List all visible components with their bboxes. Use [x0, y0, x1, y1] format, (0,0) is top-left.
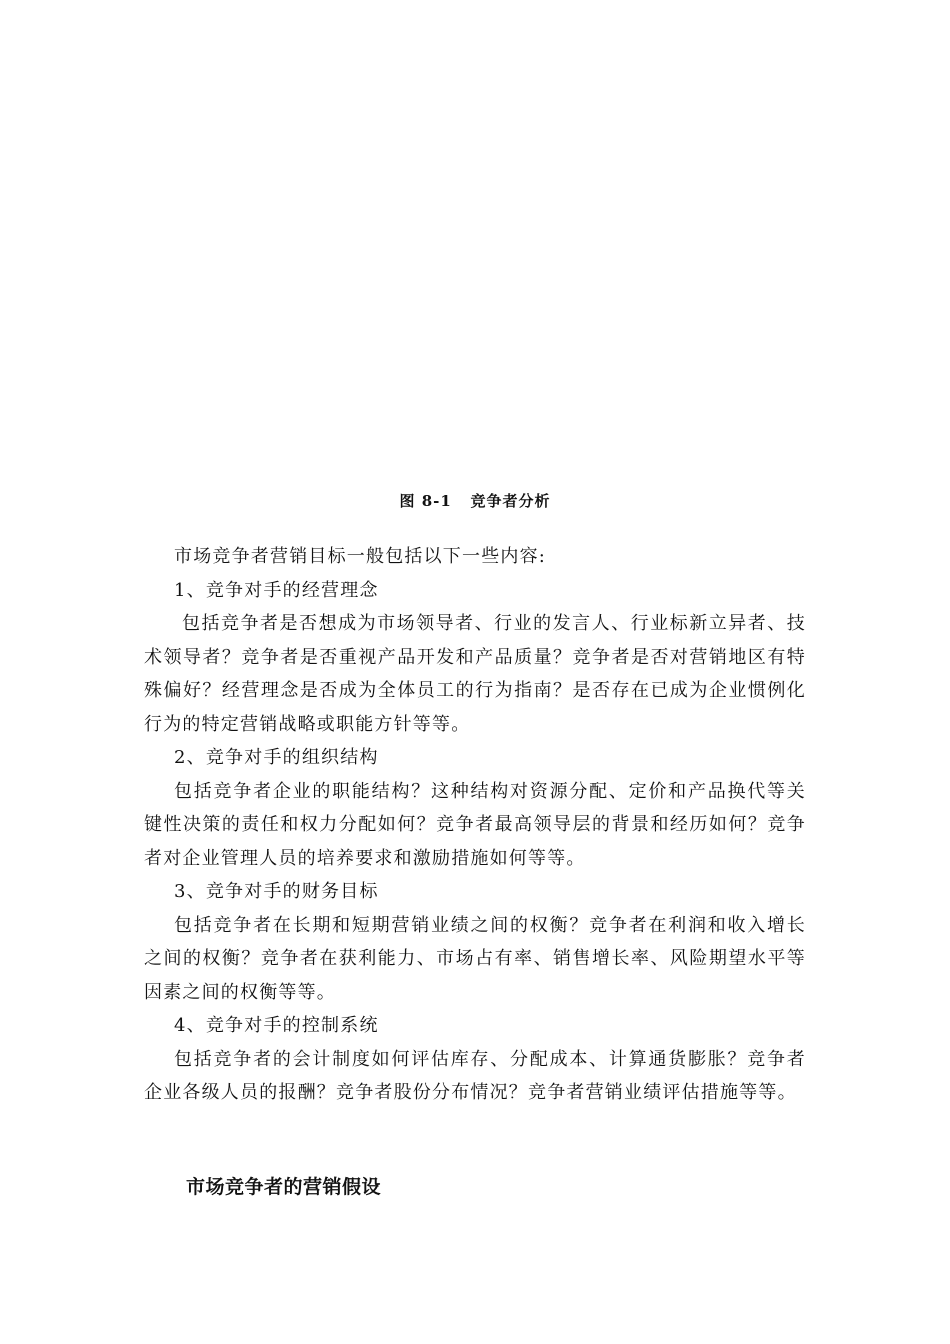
section-2-line-2: 键性决策的责任和权力分配如何？竞争者最高领导层的背景和经历如何？竞争 [144, 814, 806, 835]
section-1-line-4: 行为的特定营销战略或职能方针等等。 [144, 713, 471, 735]
section-1-line-1: 包括竞争者是否想成为市场领导者、行业的发言人、行业标新立异者、技 [182, 613, 806, 634]
section-heading-3: 3、竞争对手的财务目标 [174, 881, 379, 902]
section-1-line-3: 殊偏好？经营理念是否成为全体员工的行为指南？是否存在已成为企业惯例化 [144, 680, 806, 701]
section-heading-2: 2、竞争对手的组织结构 [174, 747, 379, 768]
body-text [144, 540, 806, 1110]
section-3-line-1: 包括竞争者在长期和短期营销业绩之间的权衡？竞争者在利润和收入增长 [174, 914, 806, 936]
section-2-line-1: 包括竞争者企业的职能结构？这种结构对资源分配、定价和产品换代等关 [174, 780, 806, 802]
section-3-line-2: 之间的权衡？竞争者在获利能力、市场占有率、销售增长率、风险期望水平等 [144, 948, 806, 969]
section-3-line-3: 因素之间的权衡等等。 [144, 981, 336, 1003]
intro-paragraph: 市场竞争者营销目标一般包括以下一些内容: [174, 546, 547, 567]
section-4-line-1: 包括竞争者的会计制度如何评估库存、分配成本、计算通货膨胀？竞争者 [174, 1048, 806, 1070]
bottom-section-heading: 市场竞争者的营销假设 [186, 1176, 382, 1198]
section-heading-1: 1、竞争对手的经营理念 [174, 579, 379, 601]
section-2-line-3: 者对企业管理人员的培养要求和激励措施如何等等。 [144, 847, 586, 869]
section-4-line-2: 企业各级人员的报酬？竞争者股份分布情况？竞争者营销业绩评估措施等等。 [144, 1082, 797, 1103]
section-heading-4: 4、竞争对手的控制系统 [174, 1015, 379, 1036]
figure-caption: 图 8-1 竞争者分析 [399, 492, 551, 510]
section-1-line-2: 术领导者？竞争者是否重视产品开发和产品质量？竞争者是否对营销地区有特 [144, 646, 806, 668]
